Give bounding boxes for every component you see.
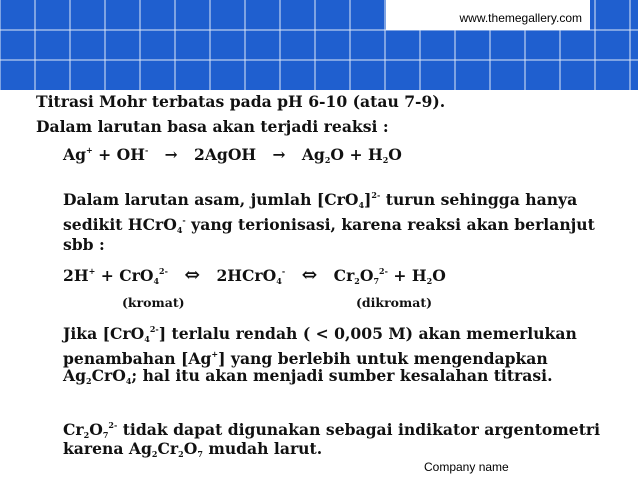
label-dikromat: [356, 294, 432, 312]
text-jika-3-end: ; hal itu akan menjadi sumber kesalahan titrasi.: [131, 366, 553, 385]
eq2-h2o: H: [411, 266, 427, 285]
label-kromat: [122, 294, 185, 312]
eq2-h2o-sub: 2: [426, 276, 433, 286]
jika3-sub-1: 2: [86, 376, 92, 386]
text-dichromate-2-end: mudah larut.: [202, 439, 323, 458]
eq1-ag2o-sub: 2: [324, 155, 331, 165]
eq2-h-charge: +: [88, 266, 96, 276]
eq1-h2o-o: O: [388, 145, 402, 164]
eq1-ag2o-o: O: [330, 145, 345, 164]
line-acid-2: [63, 211, 595, 239]
eq1-arrow-2: →: [272, 145, 286, 164]
cr2-sub-3: 7: [197, 449, 203, 459]
eq1-plus: +: [92, 145, 117, 164]
eq2-plus-2: +: [387, 266, 412, 285]
jika3-cro: CrO: [91, 366, 126, 385]
text-dichromate-2-start: karena Ag: [63, 439, 152, 458]
text-acid-3: sbb :: [63, 235, 105, 254]
jika2-charge: +: [211, 349, 219, 359]
cr1-sub-2: 7: [102, 430, 109, 440]
jika1-charge: 2-: [149, 324, 159, 334]
text-basic-solution: Dalam larutan basa akan terjadi reaksi :: [36, 117, 389, 136]
cr2-sub-2: 2: [178, 449, 184, 459]
eq2-plus: +: [95, 266, 120, 285]
eq1-arrow-1: →: [164, 145, 178, 164]
line-jika-3: [63, 367, 553, 390]
acid1-sub: 4: [358, 200, 365, 210]
jika3-ag: Ag: [63, 366, 87, 385]
text-acid-1-end: turun sehingga hanya: [385, 190, 578, 209]
eq1-oh: OH: [116, 145, 145, 164]
eq2-h2o-o: O: [432, 266, 446, 285]
eq2-cr-o: O: [359, 266, 374, 285]
site-url: www.themegallery.com: [459, 11, 582, 25]
text-jika-2-end: ] yang berlebih untuk mengendapkan: [218, 349, 548, 368]
line-acid-1: Dalam larutan asam, jumlah $[CrO_4]^{2-}$ turun sehingga hanya: [63, 190, 578, 210]
eq1-oh-charge: -: [144, 145, 149, 155]
cr2-o: O: [183, 439, 198, 458]
cr2-sub-1: 2: [151, 449, 158, 459]
eq1-agoh: 2AgOH: [193, 145, 257, 164]
equation-acid: [63, 262, 446, 290]
cr1-cr: Cr: [63, 420, 84, 439]
eq2-cro: CrO: [119, 266, 154, 285]
text-jika-2-start: penambahan [Ag: [63, 349, 212, 368]
jika1-sub: 4: [144, 334, 150, 344]
acid1-charge: 2-: [371, 190, 381, 200]
text-label-kromat: (kromat): [122, 295, 185, 310]
eq2-cro-sub: 4: [153, 276, 160, 286]
text-jika-1-end: ] terlalu rendah ( < 0,005 M) akan memerlukan: [158, 324, 577, 343]
line-basic-solution: [36, 118, 389, 136]
line-dichromate-2: [63, 440, 322, 463]
eq1-ag2o: Ag: [301, 145, 325, 164]
text-acid-2-end: yang terionisasi, karena reaksi akan berlanjut: [185, 215, 595, 234]
eq2-cro-charge: 2-: [159, 266, 168, 276]
line-acid-3: [63, 236, 105, 254]
eq2-hcro-charge: -: [281, 266, 286, 276]
eq2-hcro-sub: 4: [276, 276, 282, 286]
eq2-hcro: 2HCrO: [216, 266, 277, 285]
equation-basic: [63, 141, 402, 169]
eq2-h: 2H: [63, 266, 89, 285]
line-mohr-ph: [36, 93, 445, 111]
eq2-cr-charge: 2-: [379, 266, 388, 276]
eq2-cr-o-sub: 7: [373, 276, 380, 286]
text-jika-1-start: Jika [CrO: [63, 324, 145, 343]
eq1-h2o-sub: 2: [382, 155, 389, 165]
company-name: Company name: [424, 460, 509, 474]
eq1-ag-charge: +: [86, 145, 93, 155]
cr2-cr: Cr: [157, 439, 179, 458]
line-jika-2: [63, 345, 548, 368]
text-dichromate-1-end: tidak dapat digunakan sebagai indikator argentometri: [117, 420, 601, 439]
jika3-sub-2: 4: [125, 376, 132, 386]
eq1-h2o: H: [367, 145, 383, 164]
eq1-plus-2: +: [344, 145, 368, 164]
cr1-o: O: [89, 420, 103, 439]
line-jika-1: [63, 320, 577, 348]
cr1-charge: 2-: [108, 420, 118, 430]
eq2-cr: Cr: [333, 266, 355, 285]
acid2-sub: 4: [176, 225, 183, 235]
text-mohr-ph: Titrasi Mohr terbatas pada pH 6-10 (atau 7-9).: [36, 92, 446, 111]
text-acid-2-start: sedikit HCrO: [63, 215, 177, 234]
text-acid-1: Dalam larutan asam, jumlah [CrO: [63, 190, 359, 209]
acid2-charge: -: [182, 215, 186, 225]
cr1-sub-1: 2: [83, 430, 90, 440]
eq2-cr-sub: 2: [354, 276, 360, 286]
eq2-equilibrium-arrow-1: ⇔: [184, 264, 201, 286]
eq1-ag: Ag: [63, 145, 87, 164]
text-label-dikromat: (dikromat): [356, 295, 433, 310]
eq2-equilibrium-arrow-2: ⇔: [301, 264, 318, 286]
